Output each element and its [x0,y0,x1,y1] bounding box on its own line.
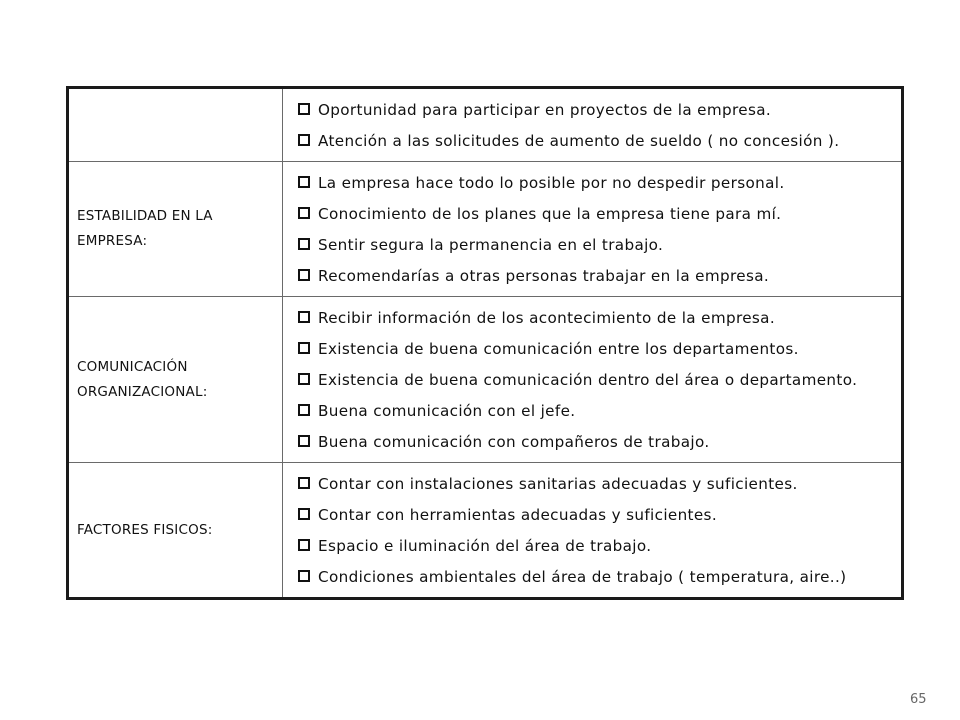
hollow-square-bullet-icon [298,238,310,250]
item-text: La empresa hace todo lo posible por no despedir personal. [318,173,785,192]
list-item [298,302,901,333]
list-item [298,561,901,592]
list-item [298,364,901,395]
list-item [298,333,901,364]
item-list [298,167,901,291]
item-text: Contar con instalaciones sanitarias adecuadas y suficientes. [318,474,798,493]
list-item [298,198,901,229]
hollow-square-bullet-icon [298,207,310,219]
list-item [298,426,901,457]
item-text: Espacio e iluminación del área de trabajo. [318,536,652,555]
factors-table [66,86,904,600]
items-cell [283,463,903,599]
page-number: 65 [910,692,927,707]
hollow-square-bullet-icon [298,269,310,281]
hollow-square-bullet-icon [298,311,310,323]
item-text: Sentir segura la permanencia en el trabajo. [318,235,664,254]
table-row [68,463,903,599]
hollow-square-bullet-icon [298,435,310,447]
table-row [68,297,903,463]
hollow-square-bullet-icon [298,477,310,489]
item-text: Recibir información de los acontecimiento de la empresa. [318,308,776,327]
item-text: Condiciones ambientales del área de trabajo ( temperatura, aire..) [318,567,847,586]
list-item [298,530,901,561]
hollow-square-bullet-icon [298,103,310,115]
category-cell: FACTORES FISICOS: [68,463,283,599]
item-text: Existencia de buena comunicación entre los departamentos. [318,339,799,358]
list-item [298,499,901,530]
items-cell [283,88,903,162]
list-item [298,395,901,426]
item-text: Conocimiento de los planes que la empresa tiene para mí. [318,204,782,223]
item-text: Recomendarías a otras personas trabajar en la empresa. [318,266,770,285]
hollow-square-bullet-icon [298,373,310,385]
item-text: Oportunidad para participar en proyectos de la empresa. [318,100,772,119]
list-item [298,167,901,198]
item-list [298,94,901,156]
list-item [298,94,901,125]
hollow-square-bullet-icon [298,176,310,188]
hollow-square-bullet-icon [298,570,310,582]
category-cell: COMUNICACIÓN ORGANIZACIONAL: [68,297,283,463]
list-item [298,125,901,156]
item-text: Contar con herramientas adecuadas y suficientes. [318,505,717,524]
table-row [68,88,903,162]
hollow-square-bullet-icon [298,508,310,520]
item-list [298,302,901,457]
list-item [298,468,901,499]
hollow-square-bullet-icon [298,404,310,416]
items-cell [283,162,903,297]
hollow-square-bullet-icon [298,134,310,146]
hollow-square-bullet-icon [298,342,310,354]
hollow-square-bullet-icon [298,539,310,551]
items-cell [283,297,903,463]
table-row [68,162,903,297]
item-list [298,468,901,592]
item-text: Buena comunicación con el jefe. [318,401,576,420]
item-text: Buena comunicación con compañeros de trabajo. [318,432,710,451]
item-text: Atención a las solicitudes de aumento de sueldo ( no concesión ). [318,131,840,150]
list-item [298,229,901,260]
item-text: Existencia de buena comunicación dentro del área o departamento. [318,370,858,389]
category-cell: ESTABILIDAD EN LA EMPRESA: [68,162,283,297]
list-item [298,260,901,291]
category-cell [68,88,283,162]
